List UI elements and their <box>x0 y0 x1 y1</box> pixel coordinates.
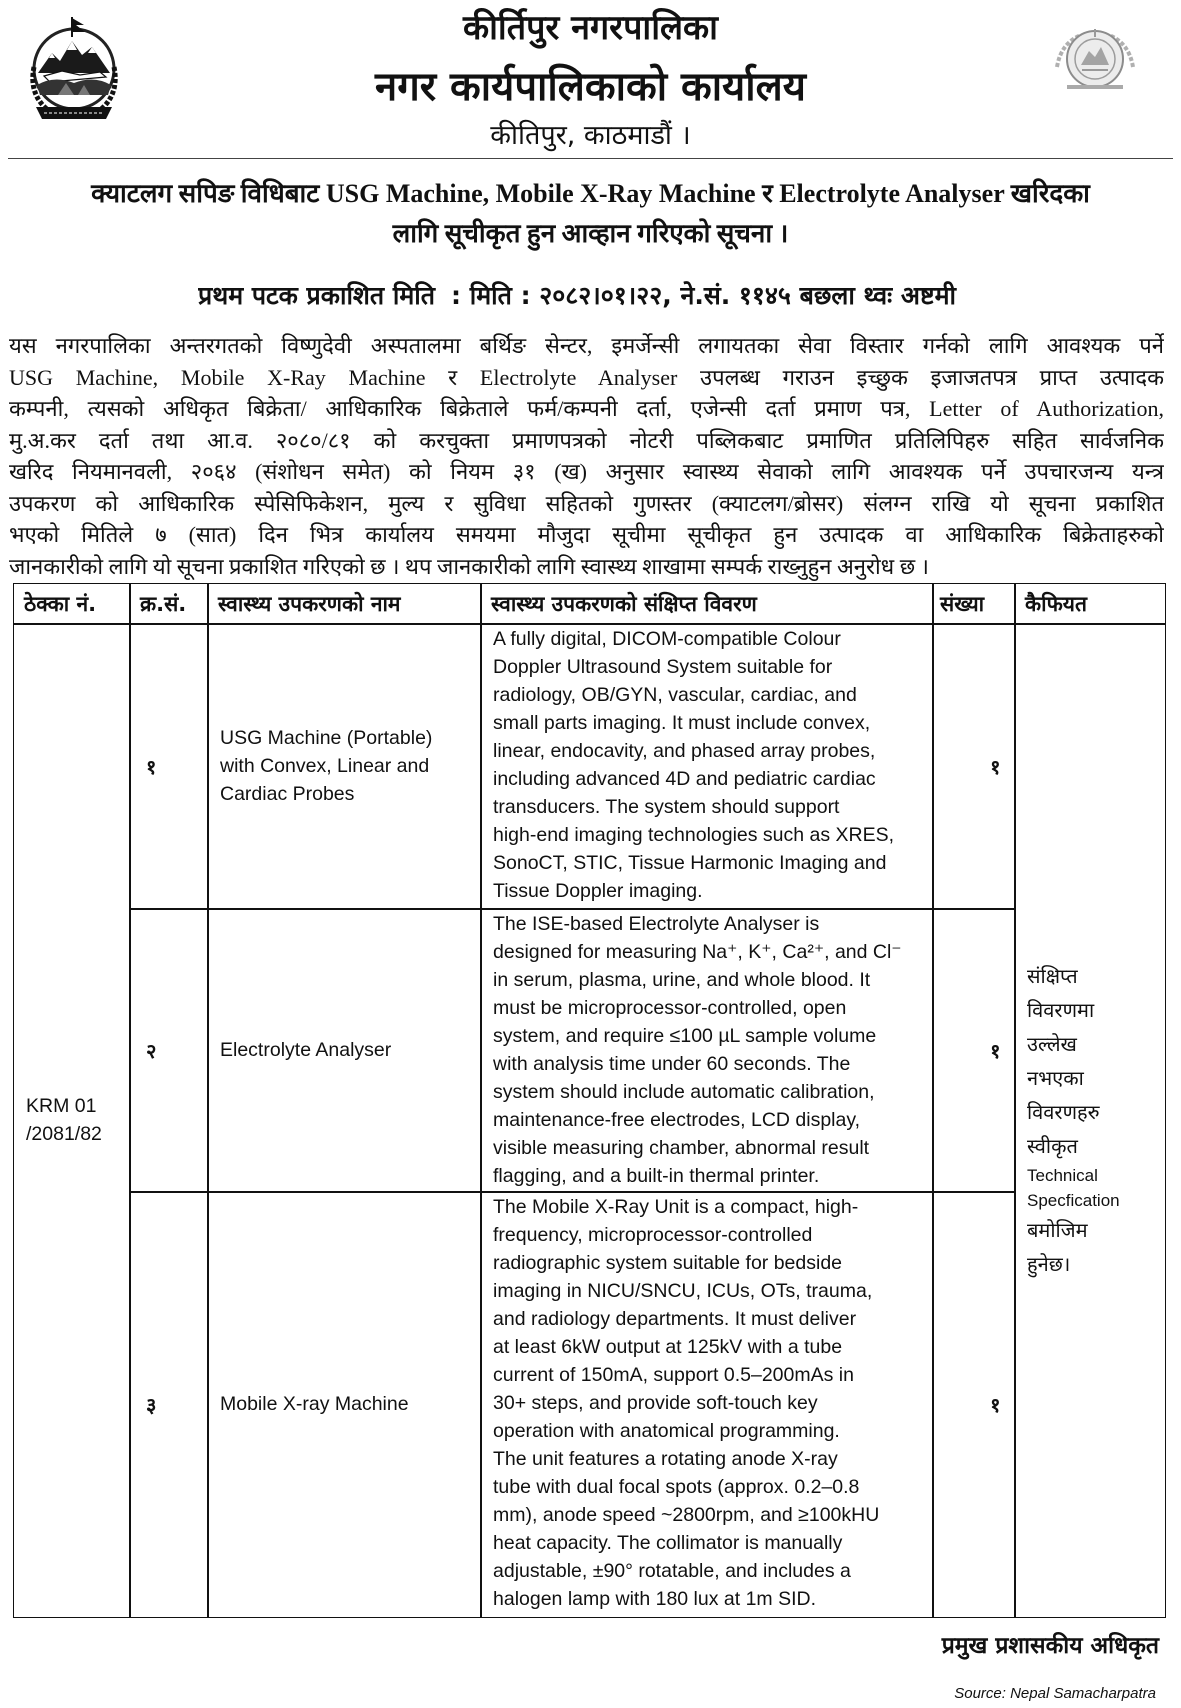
remarks-text-1: संक्षिप्त विवरणमा उल्लेख नभएका विवरणहरु स्वीकृत <box>1027 964 1100 1159</box>
serial-number: १ <box>146 754 157 779</box>
municipality-name: कीर्तिपुर नगरपालिका <box>463 8 718 48</box>
municipality-seal-icon <box>1051 25 1139 95</box>
table-row-1-name <box>207 623 482 910</box>
header-divider <box>8 158 1173 159</box>
quantity: १ <box>990 1392 1001 1417</box>
publication-date-line <box>198 277 1098 315</box>
publication-date-label: प्रथम पटक प्रकाशित मिति <box>198 281 436 310</box>
table-row-1-serial <box>129 623 209 910</box>
table-row-2-serial <box>129 908 209 1193</box>
header-quantity <box>932 583 1016 625</box>
office-name: नगर कार्यपालिकाको कार्यालय <box>375 64 806 110</box>
table-row-1-description: A fully digital, DICOM-compatible Colour Doppler Ultrasound System suitable for radiology, OB/GYN, vascular, cardiac, and small parts imaging. It must include convex, linear, endocavity, and phased array probes, including advanced 4D and pediatric cardiac transducers. The system should support high-end imaging technologies such as XRES, SonoCT, STIC, Tissue Harmonic Imaging and Tissue Doppler imaging. <box>480 623 934 910</box>
body-line: मु.अ.कर दर्ता तथा आ.व. २०८०/८१ को करचुक्ता प्रमाणपत्रको नोटरी पब्लिकबाट प्रमाणित प्रतिलिपिहरु सहित सार्वजनिक <box>9 427 1164 453</box>
table-row-3-quantity <box>932 1191 1016 1618</box>
table-row-2-description: The ISE-based Electrolyte Analyser is designed for measuring Na⁺, K⁺, Ca²⁺, and Cl⁻ in serum, plasma, urine, and whole blood. It must be microprocessor-controlled, open system, and require ≤100 µL sample volume with analysis time under 60 seconds. The system should include automatic calibration, maintenance-free electrodes, LCD display, visible measuring chamber, abnormal result flagging, and a built-in thermal printer. <box>480 908 934 1193</box>
header-contract-no <box>13 583 131 625</box>
notice-title-line-1: क्याटलग सपिङ विधिबाट USG Machine, Mobile X-Ray Machine र Electrolyte Analyser खरिदका <box>91 179 1090 208</box>
publication-date-value: : मिति : २०८२।०१।२२, ने.सं. ११४५ बछला थ्वः अष्टमी <box>451 281 956 310</box>
table-row-3-name <box>207 1191 482 1618</box>
equipment-name: Electrolyte Analyser <box>220 1039 392 1062</box>
header-serial-no <box>129 583 209 625</box>
header-remarks <box>1014 583 1166 625</box>
quantity: १ <box>990 754 1001 779</box>
body-line: कम्पनी, त्यसको अधिकृत बिक्रेता/ आधिकारिक बिक्रेताले फर्म/कम्पनी दर्ता, एजेन्सी दर्ता प्रमाण पत्र, Letter of Authorization, <box>9 396 1164 421</box>
body-line: जानकारीको लागि यो सूचना प्रकाशित गरिएको छ । थप जानकारीको लागि स्वास्थ्य शाखामा सम्पर्क राख्नुहुन अनुरोध छ । <box>9 553 929 579</box>
body-line: भएको मितिले ७ (सात) दिन भित्र कार्यालय समयमा मौजुदा सूचीमा सूचीकृत हुन उत्पादक वा आधिकारिक बिक्रेताहरुको <box>9 522 1164 547</box>
table-row-2-name <box>207 908 482 1193</box>
signatory-title: प्रमुख प्रशासकीय अधिकृत <box>941 1633 1159 1659</box>
table-row-3-description: The Mobile X-Ray Unit is a compact, high- frequency, microprocessor-controlled radiographic system suitable for bedside imaging in NICU/SNCU, ICUs, OTs, trauma, and radiology departments. It must deliver at least 6kW output at 125kV with a tube current of 150mA, support 0.5–200mAs in 30+ steps, and provide soft-touch key operation with anatomical programming. The unit features a rotating anode X-ray tube with dual focal spots (approx. 0.2–0.8 mm), anode speed ~2800rpm, and ≥100kHU heat capacity. The collimator is manually adjustable, ±90° rotatable, and includes a halogen lamp with 180 lux at 1m SID. <box>480 1191 934 1618</box>
remarks-text-2: Technical Specfication <box>1027 1166 1120 1211</box>
body-line: USG Machine, Mobile X-Ray Machine र Electrolyte Analyser उपलब्ध गराउन इच्छुक इजाजतपत्र प्राप्त उत्पादक <box>9 364 1164 390</box>
header-equipment-name <box>207 583 482 625</box>
equipment-table <box>13 583 1166 1618</box>
header-label: ठेक्का नं. <box>24 591 97 616</box>
serial-number: ३ <box>146 1392 157 1417</box>
header-description <box>480 583 934 625</box>
table-row-3-serial <box>129 1191 209 1618</box>
equipment-name: USG Machine (Portable) with Convex, Linear and Cardiac Probes <box>220 727 433 806</box>
table-row-2-quantity <box>932 908 1016 1193</box>
header-label: स्वास्थ्य उपकरणको नाम <box>218 591 401 616</box>
header-label: स्वास्थ्य उपकरणको संक्षिप्त विवरण <box>491 591 757 616</box>
contract-number: KRM 01 /2081/82 <box>26 1095 102 1146</box>
notice-body <box>9 330 1164 582</box>
header-label: कैफियत <box>1025 591 1087 616</box>
equipment-name: Mobile X-ray Machine <box>220 1393 409 1416</box>
office-address: कीतिपुर, काठमाडौं । <box>490 120 691 151</box>
header-label: संख्या <box>940 591 985 616</box>
body-line: उपकरण को आधिकारिक स्पेसिफिकेशन, मुल्य र सुविधा सहितको गुणस्तर (क्याटलग/ब्रोसर) संलग्न राखि यो सूचना प्रकाशित <box>9 490 1164 516</box>
remarks-text-3: बमोजिम हुनेछ। <box>1027 1218 1088 1277</box>
body-line: खरिद नियमानवली, २०६४ (संशोधन समेत) को नियम ३१ (ख) अनुसार स्वास्थ्य सेवाको लागि आवश्यक पर्ने उपचारजन्य यन्त्र <box>9 459 1164 484</box>
header-label: क्र.सं. <box>140 591 187 616</box>
notice-title-line-2: लागि सूचीकृत हुन आव्हान गरिएको सूचना । <box>392 219 789 248</box>
contract-number-cell <box>13 623 131 1618</box>
quantity: १ <box>990 1038 1001 1063</box>
remarks-cell <box>1014 623 1166 1618</box>
source-credit: Source: Nepal Samacharpatra <box>954 1685 1156 1702</box>
body-line: यस नगरपालिका अन्तरगतको विष्णुदेवी अस्पतालमा बर्थिङ सेन्टर, इमर्जेन्सी लगायतका सेवा विस्तार गर्नको लागि आवश्यक पर्ने <box>9 333 1164 358</box>
table-row-1-quantity <box>932 623 1016 910</box>
serial-number: २ <box>146 1038 157 1063</box>
